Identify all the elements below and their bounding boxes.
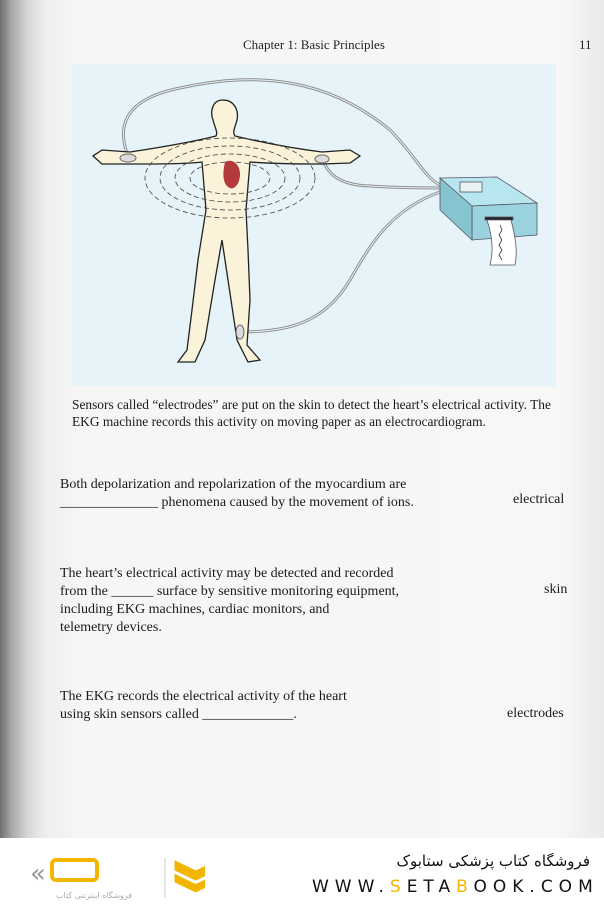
question-2: The heart’s electrical activity may be detected and recorded from the ______ surface by sensitive monitoring equipment, including EKG machines, cardiac monitors, and telemetry devices.: [60, 566, 400, 635]
store-url[interactable]: WWW.SETABOOK.COM: [312, 877, 599, 897]
store-name: فروشگاه کتاب پزشکی ستابوک: [396, 852, 590, 870]
chapter-title: Chapter 1: Basic Principles: [243, 37, 385, 52]
answer-3: electrodes: [507, 706, 564, 721]
ekg-illustration: [72, 64, 556, 386]
answer-2: skin: [544, 582, 568, 597]
question-3: The EKG records the electrical activity of the heart using skin sensors called _____________.: [60, 689, 347, 722]
human-body: [93, 100, 360, 362]
svg-text:«: «: [30, 859, 46, 889]
page-number: 11: [579, 37, 592, 52]
ekg-machine: [440, 177, 537, 265]
svg-text:فروشگاه اینترنتی کتاب: فروشگاه اینترنتی کتاب: [56, 891, 133, 900]
question-1: Both depolarization and repolarization of the myocardium are ______________ phenomena caused by the movement of ions.: [60, 477, 414, 510]
answer-1: electrical: [513, 492, 565, 507]
setabook-logo: [30, 850, 205, 900]
figure-caption: Sensors called “electrodes” are put on the skin to detect the heart’s electrical activity. The EKG machine records this activity on moving paper as an electrocardiogram.: [72, 397, 551, 429]
